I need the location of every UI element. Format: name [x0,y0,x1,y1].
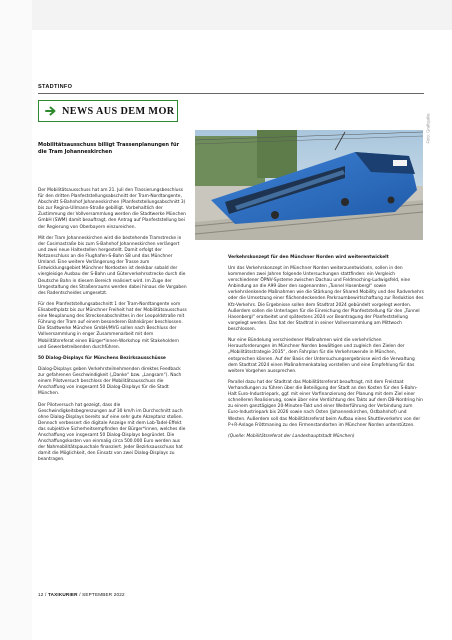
left-paragraph-4: Dialog-Displays geben Verkehrsteilnehmenden direktes Feedback zur gefahrenen Geschwindigkeit („Danke“ bzw. „Langsam“). Nach einem Pilotversuch beschloss der Mobilitätsausschuss die Anschaffung von insgesamt 50 Dialog-Displays für die Stadt München. [38,366,182,397]
left-column [38,188,188,469]
left-paragraph-1: Der Mobilitätsausschuss hat am 21. Juli den Trassierungsbeschluss für den dritten Planfeststellungsabschnitt der Tram-Nordtangente, Abschnitt S-Bahnhof Johanneskirchen (Planfeststellungsabschnitt 3) bis zur Regina-Ullmann-Straße gebilligt. Vorbehaltlich der Zustimmung der Vollversammlung werden die Stadtwerke München GmbH (SWM) damit beauftragt, den Antrag auf Planfeststellung bei der Regierung von Oberbayern einzureichen. [38,188,186,230]
right-column [228,255,424,445]
issue-date: / SEPTEMBER 2022 [79,592,125,597]
arrow-right-icon [45,106,57,116]
photo-credit-text: Foto: Grafiquête [425,113,431,144]
left-margin [0,0,32,640]
section-tag: STADTINFO [38,84,73,90]
headline: NEWS AUS DEM MOR [62,105,175,117]
verkehrskonzept-subheading: Verkehrskonzept für den Münchner Norden wird weiterentwickelt [228,255,389,260]
right-paragraph-3: Parallel dazu hat der Stadtrat das Mobilitätsreferat beauftragt, mit dem Freistaat Verhandlungen zu führen über die Beteiligung der Stadt an den Kosten für den S-Bahn-Halt Euro-Industriepark, ggf. mit einer Vorfinanzierung der Planung mit dem Ziel einer schnelleren Realisierung, sowie über eine Verdichtung des Takts auf dem DB-Nordring hin zu einem ganztägigen 20-Minuten-Takt und einer Weiterführung der Verbindung zum Euro-Industriepark bis 2026 sowie nach Osten (Johanneskirchen, Ostbahnhof) und Westen. Außerdem soll das Mobilitätsreferat beim Aufbau eines Shuttleverkehrs von der P+R-Anlage Fröttmaning zu den Firmenstandorten im Münchner Norden unterstützen. [228,379,423,428]
footer-separator: / [45,592,47,597]
photo-credit [423,92,433,144]
left-paragraph-3: Für den Planfeststellungsabschnitt 1 der Tram-Nordtangente vom Elisabethplatz bis zur Münchner Freiheit hat der Mobilitätsausschuss eine Neuplanung des Streckenabschnittes in der Leopoldstraße mit Führung der Tram auf einem besonderen Bahnkörper beschlossen. Die Stadtwerke München GmbH/MVG sollen nach Beschluss der Vollversammlung in enger Zusammenarbeit mit dem Mobilitätsreferat einen Bürger*innen-Workshop mit Stakeholdern und Gewerbetreibenden durchführen. [38,301,187,350]
top-strip [0,0,452,30]
magazine-name: TAXIKURIER [47,592,78,597]
tram-illustration [195,130,423,240]
article-title: Mobilitätsausschuss billigt Trassenplanungen für die Tram Johanneskirchen [38,142,180,155]
right-paragraph-2: Nur eine Bündelung verschiedener Maßnahmen wird die verkehrlichen Herausforderungen im Münchner Norden bewältigen und zugleich den Zielen der „Mobilitätsstrategie 2035“, dem Fahrplan für die Verkehrswende in München, entsprechen können. Auf der Basis der Untersuchungsergebnisse wird die Verwaltung dem Stadtrat 2024 einen Maßnahmenkatalog vorstellen und eine Empfehlung für das weitere Vorgehen aussprechen. [228,338,415,374]
dialog-display-subheading: 50 Dialog-Displays für Münchens Bezirksausschüsse [38,355,166,361]
tram-photo [195,130,423,240]
right-paragraph-1: Um das Verkehrskonzept im Münchner Norden weiterzuentwickeln, sollen in den kommenden zwei Jahren folgende Untersuchungen stattfinden: ein Vergleich verschiedener ÖPNV-Systeme zwischen Dachau und Feldmoching-Ludwigsfeld, eine Anbindung an die A99 über den sogenannten „Tunnel Hasenbergl“ sowie verkehrslenkende Maßnahmen wie die Stärkung der Shared Mobility und des Radverkehrs oder die Umsetzung einer flächendeckenden Parkraumbewirtschaftung zur Reduktion des Kfz-Verkehrs. Die Ergebnisse sollen dem Stadtrat 2024 gebündelt vorgelegt werden. Außerdem sollen die Unterlagen für die Einreichung der Planfeststellung für den „Tunnel Hasenbergl“ erarbeitet und spätestens 2024 vor Beantragung der Planfeststellung vorgelegt werden. Das hat der Stadtrat in seiner Vollversammlung am Mittwoch beschlossen. [228,266,424,332]
section-rule [38,93,424,94]
source-note: (Quelle: Mobilitätsreferat der Landeshauptstadt München) [228,433,355,439]
page-number: 12 [38,592,44,597]
headline-box [38,100,178,122]
page-footer [38,592,125,597]
left-paragraph-5: Der Pilotversuch hat gezeigt, dass die Geschwindigkeitsbegrenzungen auf 30 km/h im Durchschnitt auch ohne Dialog-Displays bereits auf eine sehr gute Akzeptanz stoßen. Dennoch verbessert die digitale Anzeige mit dem Lob-Tadel-Effekt das subjektive Sicherheitsempfinden der Bürger*innen, welches die Anschaffung von insgesamt 50 Dialog-Displays begründet. Die Anschaffungskosten von einmalig circa 500.000 Euro werden aus der Nahmobilitätspauschale finanziert. Jeder Bezirksausschuss hat damit die Möglichkeit, den Einsatz von zwei Dialog-Displays zu beantragen. [38,402,186,463]
left-paragraph-2: Mit der Tram Johanneskirchen wird die bestehende Tramstrecke in der Cosimastraße bis zum S-Bahnhof Johanneskirchen verlängert und zwei neue Haltestellen hergestellt. Damit erfolgt der Netzanschluss an die Flughafen-S-Bahn S8 und das Münchner Umland. Eine weitere Verlängerung der Trasse zum Entwicklungsgebiet Münchner Nordosten ist denkbar sobald der viergleisige Ausbau der S-Bahn und Güterverkehrsstrecke durch die Deutsche Bahn in diesem Bereich realisiert wird. Im Zuge der Umgestaltung des Straßenraums werden dabei hinaus die Vorgaben des Radentscheides umgesetzt. [38,235,187,296]
